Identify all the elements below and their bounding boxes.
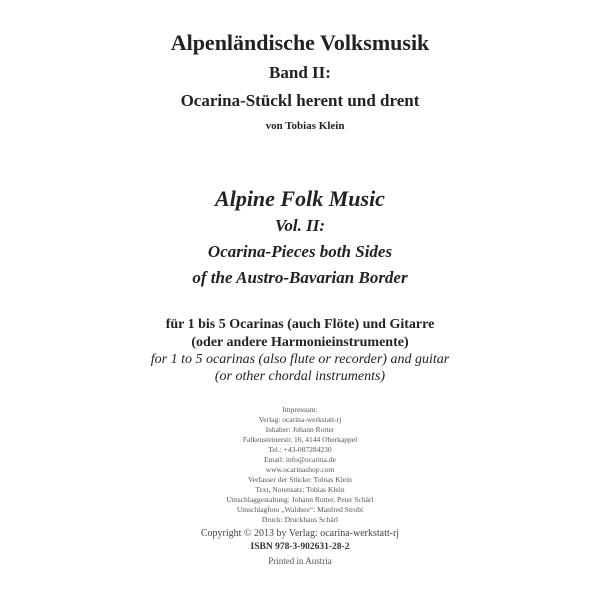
- instrumentation-de-2: (oder andere Harmonieinstrumente): [191, 335, 409, 350]
- imprint-line: Inhaber: Johann Rotter: [265, 425, 335, 434]
- credit-line: Umschlagfoto „Waldsee“: Manfred Strobl: [236, 505, 364, 514]
- printed-in: Printed in Austria: [268, 556, 332, 566]
- imprint-line: www.ocarinashop.com: [265, 465, 335, 474]
- imprint-line: Email: info@ocarina.de: [264, 455, 336, 464]
- german-title: Alpenländische Volksmusik: [170, 30, 430, 55]
- credit-line: Umschlaggestaltung: Johann Rotter, Peter Schärl: [226, 495, 374, 504]
- instrumentation-en-2: (or other chordal instruments): [214, 369, 386, 384]
- imprint-line: Tel.: +43-087284230: [268, 445, 332, 454]
- author: von Tobias Klein: [265, 120, 345, 132]
- english-vol: Vol. II:: [274, 216, 326, 235]
- imprint-line: Impressum:: [282, 405, 318, 414]
- imprint-line: Falkensteinerstr. 16, 4144 Oberkappel: [242, 435, 358, 444]
- german-subtitle: Ocarina-Stückl herent und drent: [180, 91, 420, 110]
- credit-line: Druck: Druckhaus Schärl: [261, 515, 339, 524]
- credit-line: Verfasser der Stücke: Tobias Klein: [248, 475, 352, 484]
- credits-block: [0, 475, 600, 525]
- english-title: Alpine Folk Music: [215, 186, 385, 211]
- copyright: Copyright © 2013 by Verlag: ocarina-werkstatt-rj: [200, 528, 400, 539]
- imprint-block: [0, 405, 600, 475]
- imprint-line: Verlag: ocarina-werkstatt-rj: [258, 415, 342, 424]
- isbn: ISBN 978-3-902631-28-2: [250, 542, 350, 552]
- english-subtitle-1: Ocarina-Pieces both Sides: [207, 242, 393, 261]
- credit-line: Text, Notensatz: Tobias Klein: [255, 485, 345, 494]
- german-band: Band II:: [269, 63, 331, 82]
- instrumentation-de-1: für 1 bis 5 Ocarinas (auch Flöte) und Gitarre: [165, 317, 435, 332]
- english-subtitle-2: of the Austro-Bavarian Border: [192, 268, 408, 287]
- instrumentation-en-1: for 1 to 5 ocarinas (also flute or recorder) and guitar: [150, 352, 450, 367]
